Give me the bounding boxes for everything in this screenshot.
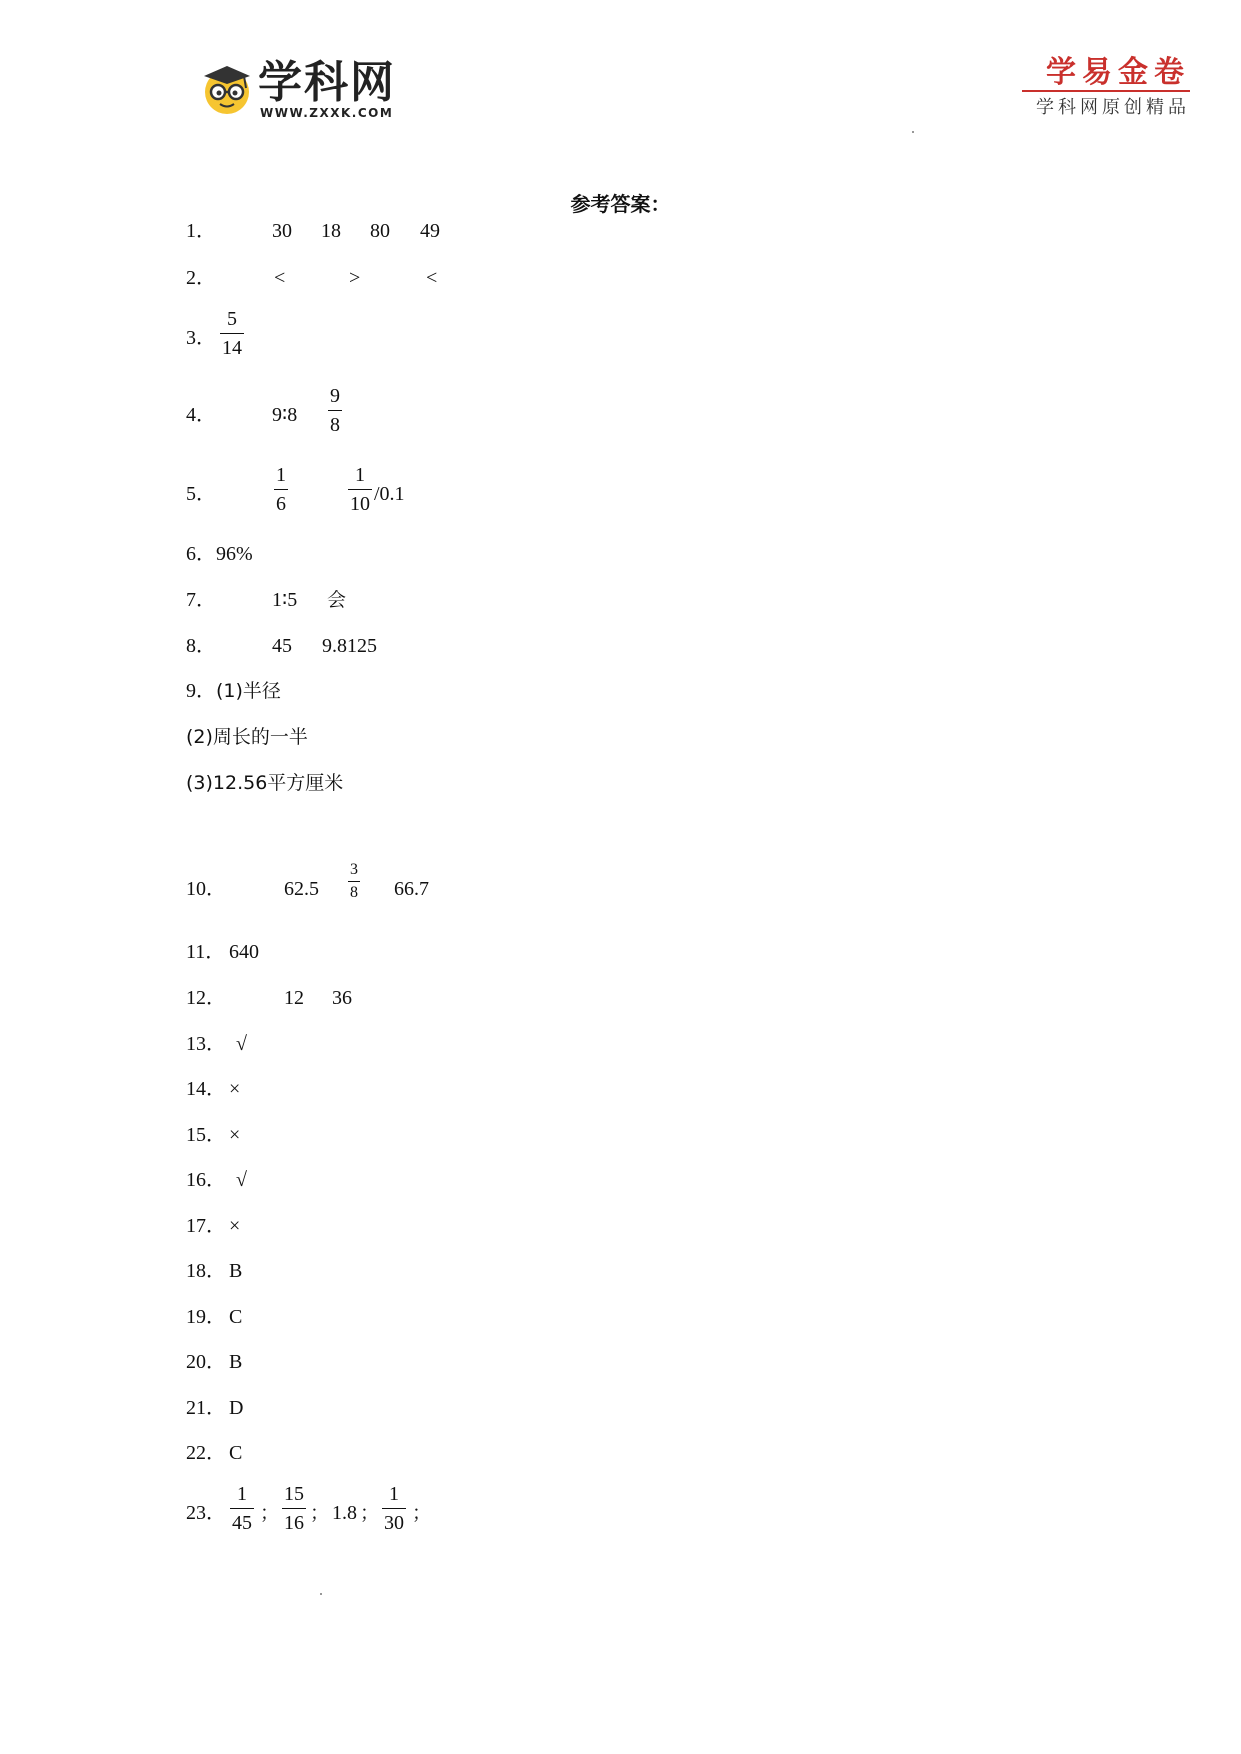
answer-number: 14． (186, 1078, 226, 1100)
answer-value: B (229, 1351, 243, 1373)
fraction-bar (230, 1508, 254, 1509)
brand-subtitle: 学科网原创精品 (1036, 97, 1190, 118)
fraction-denominator: 10 (350, 493, 370, 516)
answer-value: > (349, 267, 361, 289)
fraction-numerator: 3 (350, 861, 358, 878)
fraction (220, 307, 244, 360)
fraction (382, 1482, 406, 1535)
fraction-denominator: 30 (384, 1512, 404, 1535)
answer-number: 8． (186, 635, 216, 657)
fraction (348, 463, 372, 516)
answer-value: 640 (229, 941, 259, 963)
answer-number: 13． (186, 1033, 226, 1055)
brand-title: 学易金卷 (1046, 55, 1190, 90)
answer-value: 1∶5 (272, 589, 298, 611)
answer-number: 4． (186, 404, 216, 426)
separator: ； (412, 1502, 432, 1524)
answer-value: 9.8125 (322, 635, 377, 657)
answer-value: 49 (420, 220, 440, 242)
fraction-numerator: 9 (330, 385, 340, 407)
fraction-denominator: 14 (222, 337, 242, 360)
answer-value: /0.1 (374, 483, 405, 505)
fraction (328, 384, 342, 437)
fraction-denominator: 8 (350, 884, 358, 902)
fraction-denominator: 16 (284, 1512, 304, 1535)
answer-value: 45 (272, 635, 292, 657)
answer-value: × (229, 1215, 241, 1237)
answer-value: D (229, 1397, 244, 1419)
answer-value: 1.8 (332, 1502, 357, 1524)
fraction-bar (274, 489, 288, 490)
answer-number: 3． (186, 327, 216, 349)
answer-value: < (274, 267, 286, 289)
answer-value: √ (236, 1033, 247, 1055)
logo-url: WWW.ZXXK.COM (260, 106, 394, 120)
answer-value: √ (236, 1169, 247, 1191)
brand-mark (1010, 54, 1190, 124)
answer-number: 17． (186, 1215, 226, 1237)
fraction-numerator: 1 (355, 464, 365, 486)
separator: ； (310, 1502, 330, 1524)
answer-number: 2． (186, 267, 216, 289)
fraction (274, 463, 288, 516)
answer-value: × (229, 1124, 241, 1146)
fraction (348, 861, 360, 902)
fraction-bar (328, 410, 342, 411)
answer-value: 66.7 (394, 878, 429, 900)
mascot-logo-icon (200, 62, 254, 116)
page-title: 参考答案： (570, 192, 671, 216)
answer-value: 12 (284, 987, 304, 1009)
fraction-bar (282, 1508, 306, 1509)
answer-number: 22． (186, 1442, 226, 1464)
logo-title: 学科网 (258, 57, 396, 108)
answer-value: 30 (272, 220, 292, 242)
answer-number: 6． (186, 543, 216, 565)
answer-9-part-2: (2)周长的一半 (186, 726, 308, 748)
answer-value: 80 (370, 220, 390, 242)
answer-value: 会 (327, 589, 347, 611)
separator: ； (360, 1502, 380, 1524)
answer-value: B (229, 1260, 243, 1282)
separator: ； (260, 1502, 280, 1524)
brand-underline (1022, 90, 1190, 92)
answer-value: C (229, 1442, 243, 1464)
fraction-numerator: 15 (284, 1483, 304, 1505)
fraction-bar (348, 881, 360, 882)
answer-number: 5． (186, 483, 216, 505)
fraction-numerator: 1 (276, 464, 286, 486)
fraction-numerator: 5 (227, 308, 237, 330)
fraction (230, 1482, 254, 1535)
answer-value: 96% (216, 543, 253, 565)
fraction-denominator: 6 (276, 493, 286, 516)
fraction-numerator: 1 (389, 1483, 399, 1505)
fraction-denominator: 45 (232, 1512, 252, 1535)
fraction (282, 1482, 306, 1535)
answer-value: 9∶8 (272, 404, 298, 426)
answer-number: 21． (186, 1397, 226, 1419)
answer-number: 12． (186, 987, 226, 1009)
answer-value: × (229, 1078, 241, 1100)
answer-part: (1)半径 (216, 680, 281, 702)
fraction-bar (382, 1508, 406, 1509)
answer-value: < (426, 267, 438, 289)
speck (912, 131, 914, 133)
answer-number: 16． (186, 1169, 226, 1191)
zxxk-logo (200, 56, 400, 126)
answer-number: 20． (186, 1351, 226, 1373)
answer-value: 36 (332, 987, 352, 1009)
answer-number: 11． (186, 941, 226, 963)
answer-number: 9． (186, 680, 216, 702)
answer-number: 19． (186, 1306, 226, 1328)
answer-value: 18 (321, 220, 341, 242)
answer-number: 18． (186, 1260, 226, 1282)
answer-number: 23． (186, 1502, 226, 1524)
answer-value: C (229, 1306, 243, 1328)
answer-number: 15． (186, 1124, 226, 1146)
answer-number: 10． (186, 878, 226, 900)
answer-9-part-3: (3)12.56平方厘米 (186, 772, 344, 794)
fraction-numerator: 1 (237, 1483, 247, 1505)
fraction-bar (220, 333, 244, 334)
speck (320, 1593, 322, 1595)
answer-value: 62.5 (284, 878, 319, 900)
fraction-bar (348, 489, 372, 490)
answer-number: 7． (186, 589, 216, 611)
answer-number: 1． (186, 220, 216, 242)
fraction-denominator: 8 (330, 414, 340, 437)
